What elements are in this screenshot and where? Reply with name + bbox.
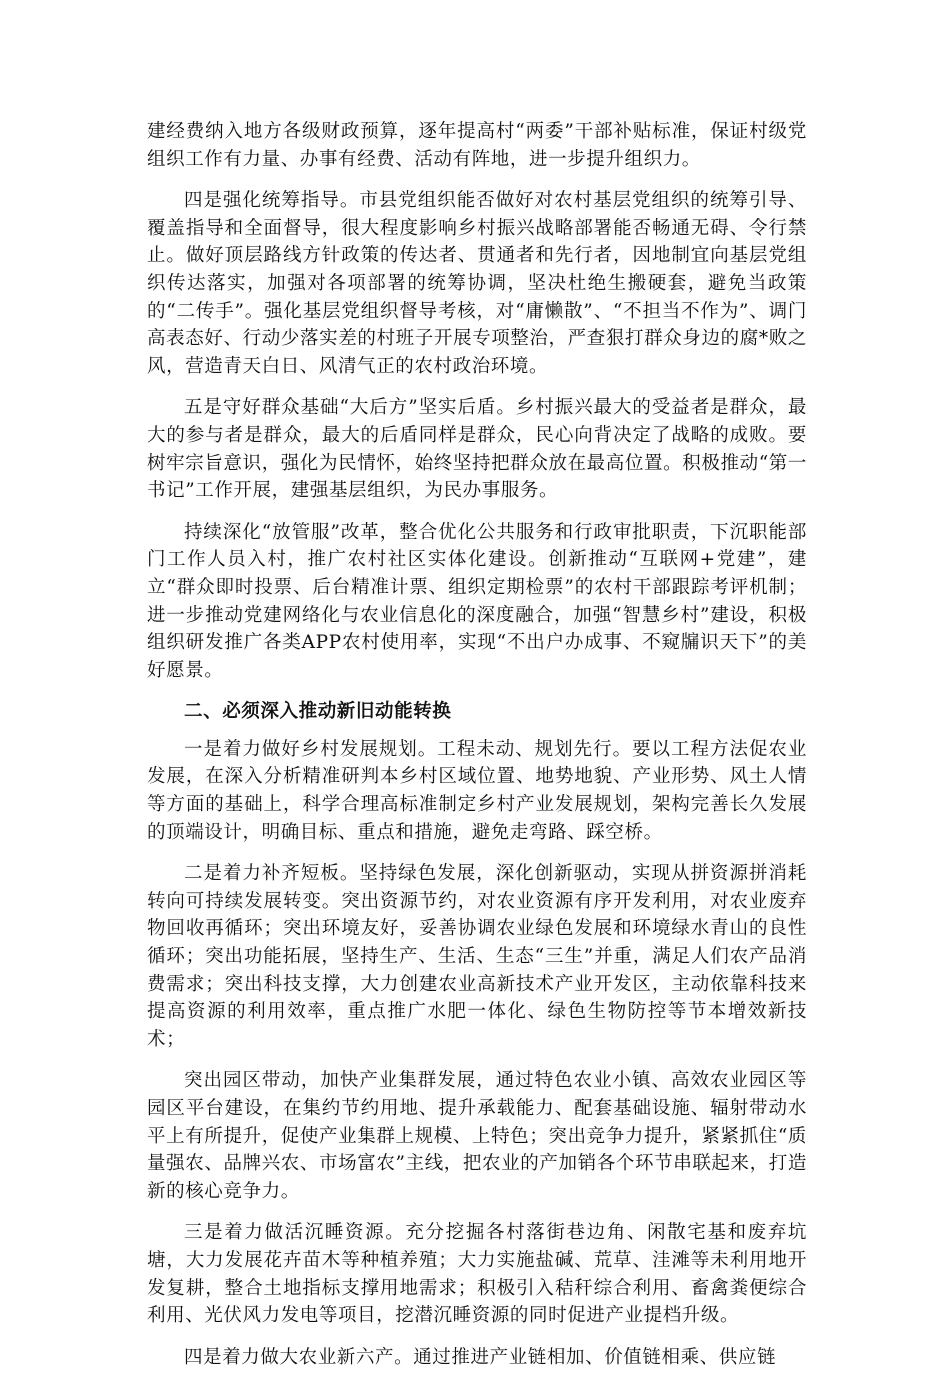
- section-heading: 二、必须深入推动新旧动能转换: [184, 701, 452, 723]
- paragraph-shortboard: 二是着力补齐短板。坚持绿色发展，深化创新驱动，实现从拼资源拼消耗转向可持续发展转变。突出资源节约，对农业资源有序开发利用，对农业废弃物回收再循环；突出环境友好，妥善协调农业绿色发展和环境绿水青山的良性循环；突出功能拓展，坚持生产、生活、生态“三生”并重，满足人们农产品消费需求；突出科技支撑，大力创建农业高新技术产业开发区，主动依靠科技来提高资源的利用效率，重点推广水肥一体化、绿色生物防控等节本增效新技术；: [147, 863, 807, 1050]
- paragraph-continued: 建经费纳入地方各级财政预算，逐年提高村“两委”干部补贴标准，保证村级党组织工作有力量、办事有经费、活动有阵地，进一步提升组织力。: [147, 121, 807, 170]
- paragraph-park: 突出园区带动，加快产业集群发展，通过特色农业小镇、高效农业园区等园区平台建设，在集约节约用地、提升承载能力、配套基础设施、辐射带动水平上有所提升，促使产业集群上规模、上特色；突出竞争力提升，紧紧抓住“质量强农、品牌兴农、市场富农”主线，把农业的产加销各个环节串联起来，打造新的核心竞争力。: [147, 1070, 807, 1202]
- paragraph-plan: 一是着力做好乡村发展规划。工程未动、规划先行。要以工程方法促农业发展，在深入分析精准研判本乡村区域位置、地势地貌、产业形势、风土人情等方面的基础上，科学合理高标准制定乡村产业发展规划，架构完善长久发展的顶端设计，明确目标、重点和措施，避免走弯路、踩空桥。: [147, 738, 807, 843]
- document-page: [147, 118, 807, 1385]
- paragraph-reform: 持续深化“放管服”改革，整合优化公共服务和行政审批职责，下沉职能部门工作人员入村，推广农村社区实体化建设。创新推动“互联网+党建”，建立“群众即时投票、后台精准计票、组织定期检票”的农村干部跟踪考评机制；进一步推动党建网络化与农业信息化的深度融合，加强“智慧乡村”建设，积极组织研发推广各类APP农村使用率，实现“不出户办成事、不窥牖识天下”的美好愿景。: [147, 521, 807, 681]
- paragraph-point-four: 四是强化统筹指导。市县党组织能否做好对农村基层党组织的统筹引导、覆盖指导和全面督导，很大程度影响乡村振兴战略部署能否畅通无碍、令行禁止。做好顶层路线方针政策的传达者、贯通者和先行者，因地制宜向基层党组织传达落实，加强对各项部署的统筹协调，坚决杜绝生搬硬套，避免当政策的“二传手”。强化基层党组织督导考核，对“庸懒散”、“不担当不作为”、调门高表态好、行动少落实差的村班子开展专项整治，严查狠打群众身边的腐*败之风，营造青天白日、风清气正的农村政治环境。: [147, 190, 807, 377]
- paragraph-point-five: 五是守好群众基础“大后方”坚实后盾。乡村振兴最大的受益者是群众，最大的参与者是群众，最大的后盾同样是群众，民心向背决定了战略的成败。要树牢宗旨意识，强化为民情怀，始终坚持把群众放在最高位置。积极推动“第一书记”工作开展，建强基层组织，为民办事服务。: [147, 397, 807, 502]
- paragraph-six-industries: 四是着力做大农业新六产。通过推进产业链相加、价值链相乘、供应链: [184, 1346, 777, 1368]
- paragraph-resources: 三是着力做活沉睡资源。充分挖掘各村落街巷边角、闲散宅基和废弃坑塘，大力发展花卉苗木等种植养殖；大力实施盐碱、荒草、洼滩等未利用地开发复耕，整合土地指标支撑用地需求；积极引入秸秆综合利用、畜禽粪便综合利用、光伏风力发电等项目，挖潜沉睡资源的同时促进产业提档升级。: [147, 1222, 807, 1327]
